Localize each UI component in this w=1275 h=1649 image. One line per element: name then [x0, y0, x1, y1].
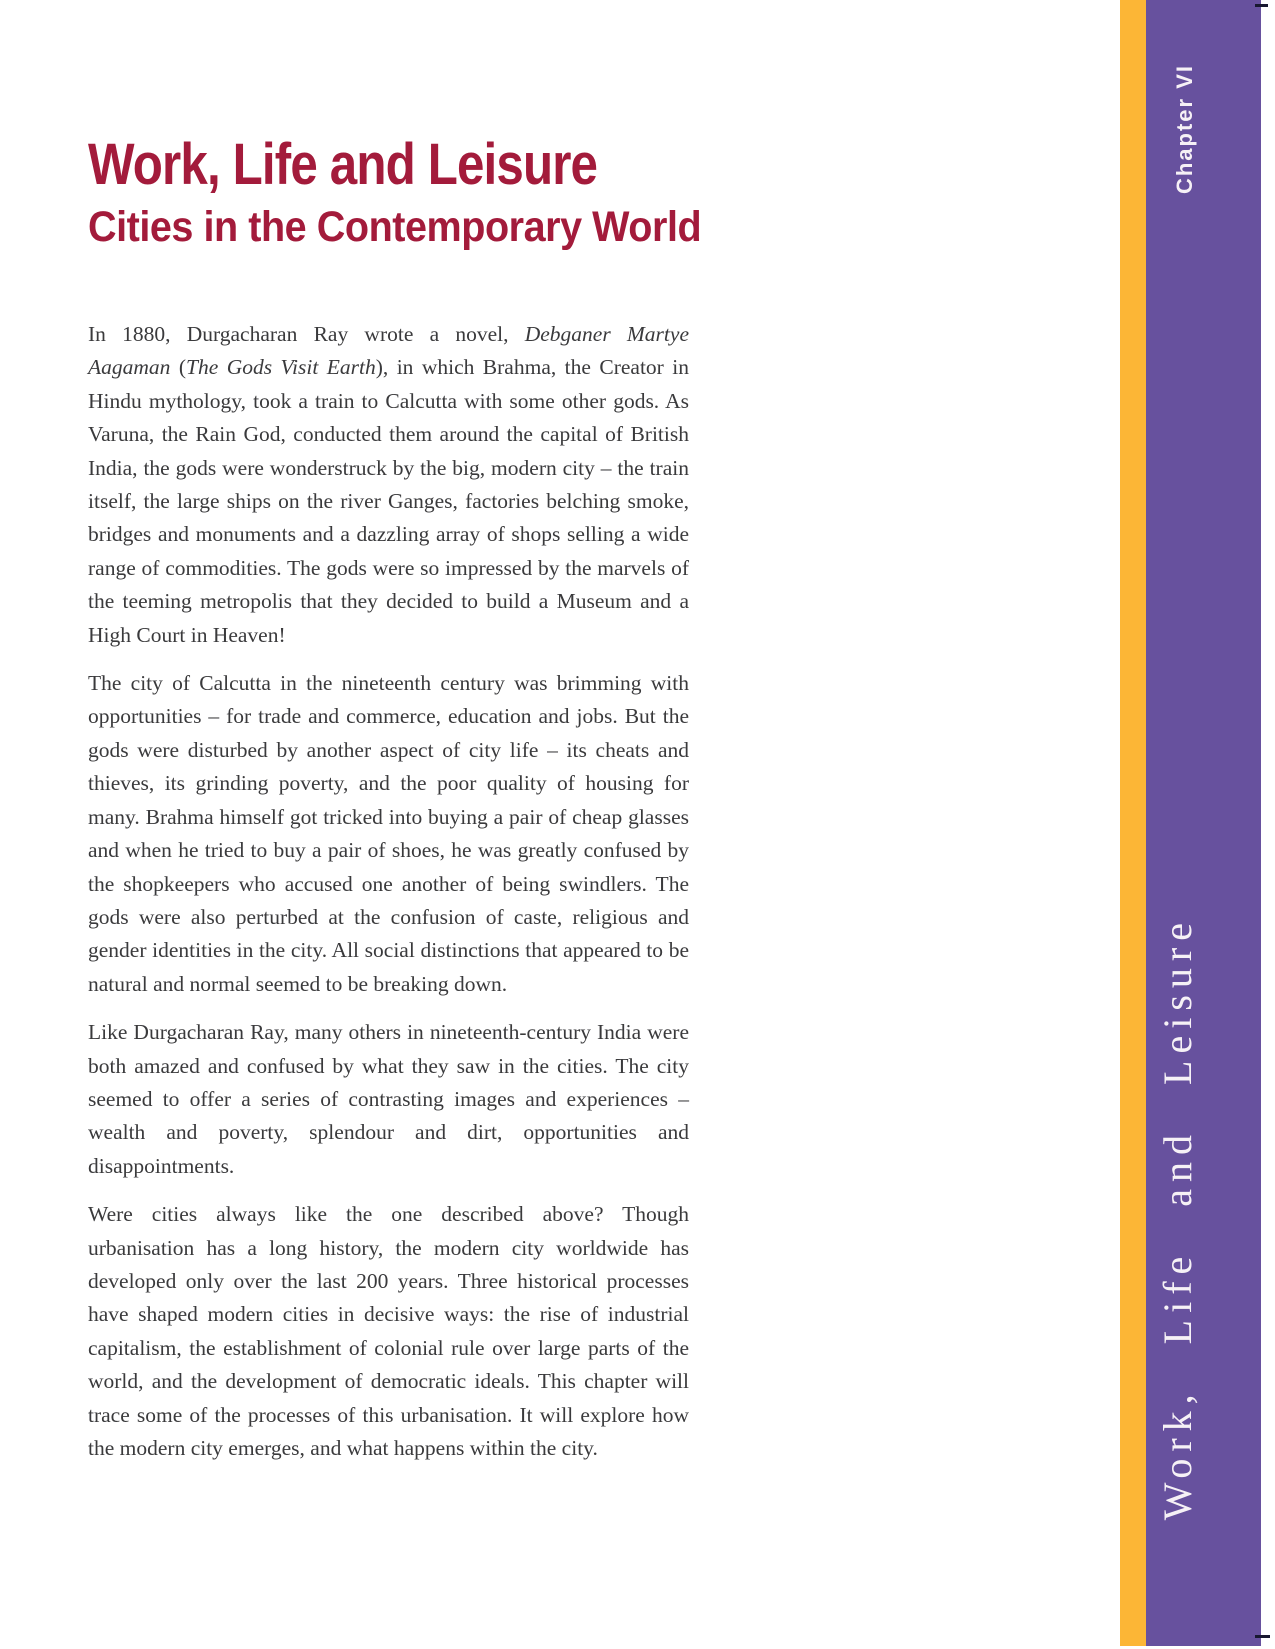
chapter-heading [88, 134, 755, 252]
crop-mark-top [1255, 4, 1268, 7]
text-run: ( [170, 355, 187, 380]
text-run: Were cities always like the one described above? Though urbanisation has a long history, the modern city worldwide has developed only over the last 200 years. Three historical processes have shaped modern cities in decisive ways: the rise of industrial capitalism, the establishment of colonial rule over large parts of the world, and the development of democratic ideals. This chapter will trace some of the processes of this urbanisation. It will explore how the modern city emerges, and what happens within the city. [88, 1202, 689, 1460]
text-run: Like Durgacharan Ray, many others in nineteenth-century India were both amazed and confused by what they saw in the cities. The city seemed to offer a series of contrasting images and experiences – wealth and poverty, splendour and dirt, opportunities and disappointments. [88, 1020, 689, 1178]
crop-mark-bottom [1255, 1635, 1270, 1638]
paragraph [88, 318, 689, 652]
italic-text: Debganer Martye Aagaman [88, 322, 689, 380]
body-paragraphs [88, 318, 689, 1480]
page-title: Work, Life and Leisure [88, 132, 598, 197]
text-run: In 1880, Durgacharan Ray wrote a novel, [88, 322, 525, 346]
italic-text: The Gods Visit Earth [186, 355, 376, 380]
paragraph [88, 1198, 689, 1465]
sidebar-purple-strip [1146, 0, 1261, 1646]
paragraph [88, 667, 689, 1001]
paragraph [88, 1016, 689, 1183]
text-run: ), in which Brahma, the Creator in Hindu mythology, took a train to Calcutta with some other gods. As Varuna, the Rain God, conducted them around the capital of British India, the gods were wonderstruck by the big, modern city – the train itself, the large ships on the river Ganges, factories belching smoke, bridges and monuments and a dazzling array of shops selling a wide range of commodities. The gods were so impressed by the marvels of the teeming metropolis that they decided to build a Museum and a High Court in Heaven! [88, 355, 689, 647]
chapter-number-label: Chapter VI [1172, 64, 1197, 195]
chapter-title-vertical: Work, Life and Leisure [1155, 915, 1200, 1520]
page-subtitle: Cities in the Contemporary World [88, 203, 702, 251]
text-run: The city of Calcutta in the nineteenth century was brimming with opportunities – for trade and commerce, education and jobs. But the gods were disturbed by another aspect of city life – its cheats and thieves, its grinding poverty, and the poor quality of housing for many. Brahma himself got tricked into buying a pair of cheap glasses and when he tried to buy a pair of shoes, he was greatly confused by the shopkeepers who accused one another of being swindlers. The gods were also perturbed at the confusion of caste, religious and gender identities in the city. All social distinctions that appeared to be natural and normal seemed to be breaking down. [88, 671, 689, 996]
sidebar-orange-strip [1120, 0, 1146, 1646]
